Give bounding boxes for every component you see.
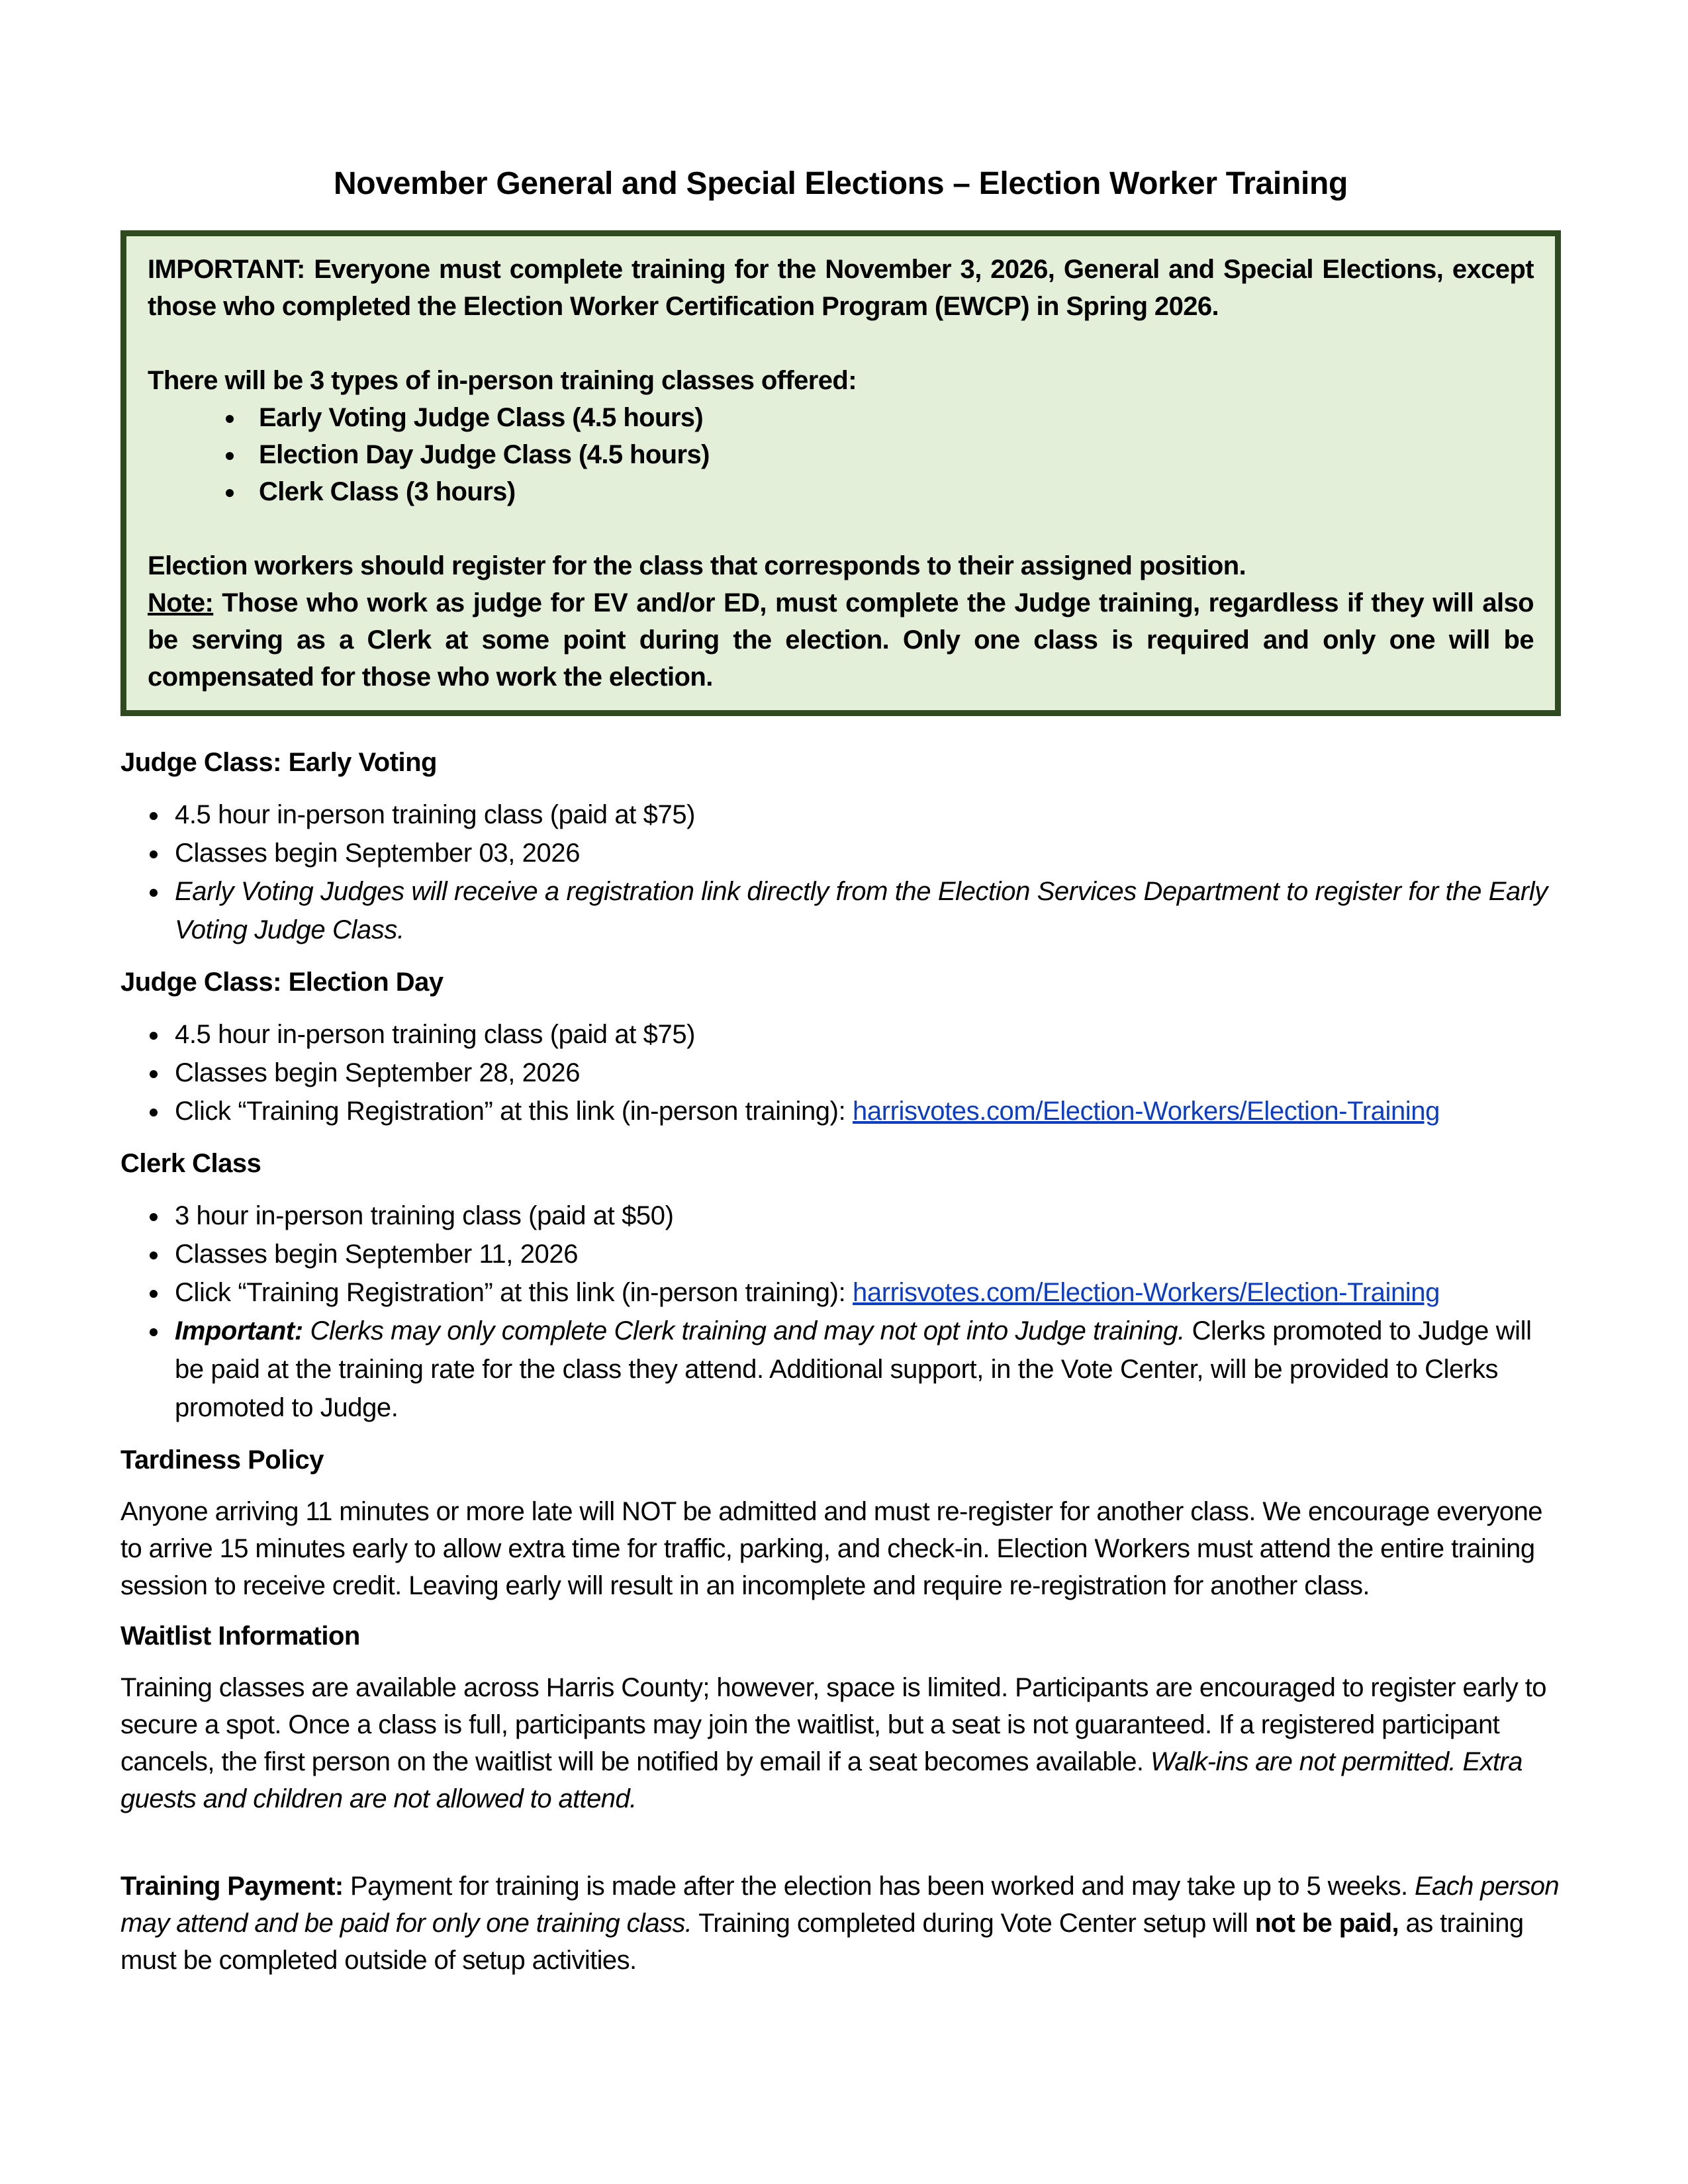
list-item: • 4.5 hour in-person training class (paid at $75) (169, 1015, 1561, 1054)
waitlist-text: Training classes are available across Harris County; however, space is limited. Participants are encouraged to register early to secure a spot. Once a class is full, participants may join the waitlist, but a seat is not guaranteed. If a registered participant cancels, the first person on the waitlist will be notified by email if a seat becomes available. (120, 1673, 1546, 1776)
section-heading-clerk: Clerk Class (120, 1149, 261, 1178)
training-registration-link[interactable]: harrisvotes.com/Election-Workers/Election-Training (853, 1097, 1440, 1126)
payment-italic-text: Each person may attend and be paid for only one training class. (120, 1872, 1560, 1938)
section-heading-early-voting: Judge Class: Early Voting (120, 748, 437, 777)
document-page (120, 164, 1561, 1992)
payment-bold-text: not be paid, (1254, 1909, 1399, 1938)
list-item: • Early Voting Judges will receive a registration link directly from the Election Services Department to register for the Early Voting Judge Class. (169, 872, 1561, 949)
clerk-list (120, 1197, 1561, 1427)
class-types-list (148, 399, 1534, 510)
section-heading-tardiness: Tardiness Policy (120, 1445, 324, 1475)
class-type-item: • Early Voting Judge Class (4.5 hours) (246, 399, 1534, 436)
class-type-item: • Election Day Judge Class (4.5 hours) (246, 436, 1534, 473)
training-registration-link[interactable]: harrisvotes.com/Election-Workers/Election-Training (853, 1278, 1440, 1307)
early-voting-list (120, 796, 1561, 949)
class-types-intro: There will be 3 types of in-person training classes offered: (148, 366, 857, 395)
spacer (120, 1831, 1561, 1868)
waitlist-paragraph (120, 1669, 1561, 1817)
list-item: • Classes begin September 28, 2026 (169, 1054, 1561, 1092)
tardiness-paragraph: Anyone arriving 11 minutes or more late will NOT be admitted and must re-register for another class. We encourage everyone to arrive 15 minutes early to allow extra time for traffic, parking, and check-in. Election Workers must attend the entire training session to receive credit. Leaving early will result in an incomplete and require re-registration for another class. (120, 1497, 1542, 1600)
important-italic-text: Clerks may only complete Clerk training and may not opt into Judge training. (303, 1316, 1185, 1345)
spacer (148, 510, 1534, 547)
note-text: Those who work as judge for EV and/or ED, must complete the Judge training, regardless if they will also be serving as a Clerk at some point during the election. Only one class is required and only one will be compensated for those who work the election. (148, 588, 1534, 692)
register-instruction: Election workers should register for the class that corresponds to their assigned position. (148, 551, 1246, 580)
list-item (169, 1092, 1561, 1130)
payment-text: as training must be completed outside of setup activities. (120, 1909, 1524, 1975)
payment-text: Payment for training is made after the election has been worked and may take up to 5 weeks. (343, 1872, 1415, 1901)
class-type-item: • Clerk Class (3 hours) (246, 473, 1534, 510)
spacer (148, 325, 1534, 362)
list-item: • Classes begin September 11, 2026 (169, 1235, 1561, 1273)
list-item (169, 1312, 1561, 1427)
note-label: Note: (148, 588, 214, 617)
list-item (169, 1273, 1561, 1312)
important-statement: IMPORTANT: Everyone must complete training for the November 3, 2026, General and Special Elections, except those who completed the Election Worker Certification Program (EWCP) in Spring 2026. (148, 255, 1534, 321)
list-item: • 3 hour in-person training class (paid at $50) (169, 1197, 1561, 1235)
link-prefix: Click “Training Registration” at this link (in-person training): (175, 1278, 853, 1307)
payment-text: Training completed during Vote Center setup will (692, 1909, 1255, 1938)
payment-paragraph (120, 1868, 1561, 1979)
important-label: Important: (175, 1316, 303, 1345)
section-heading-election-day: Judge Class: Election Day (120, 968, 444, 997)
note-paragraph (148, 584, 1534, 696)
list-item: • Classes begin September 03, 2026 (169, 834, 1561, 872)
page-title: November General and Special Elections – Election Worker Training (333, 166, 1348, 201)
list-item: • 4.5 hour in-person training class (paid at $75) (169, 796, 1561, 834)
link-prefix: Click “Training Registration” at this link (in-person training): (175, 1097, 853, 1126)
section-heading-waitlist: Waitlist Information (120, 1621, 360, 1651)
important-notice-box (120, 230, 1561, 716)
important-rest-text: Clerks promoted to Judge will be paid at the training rate for the class they attend. Additional support, in the Vote Center, will be provided to Clerks promoted to Judge. (175, 1316, 1532, 1422)
election-day-list (120, 1015, 1561, 1130)
payment-label: Training Payment: (120, 1872, 344, 1901)
waitlist-italic-text: Walk-ins are not permitted. Extra guests and children are not allowed to attend. (120, 1747, 1523, 1813)
